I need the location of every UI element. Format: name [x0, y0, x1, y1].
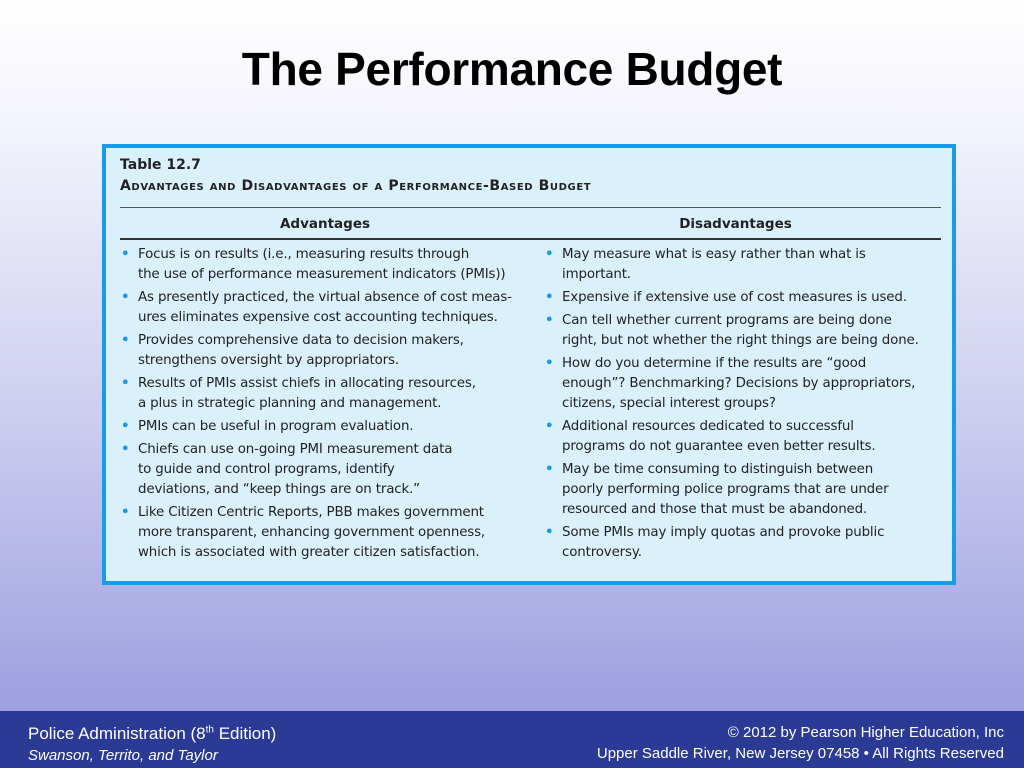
book-title: [28, 724, 276, 744]
advantage-text: Like Citizen Centric Reports, PBB makes government more transparent, enhancing government openness, which is associated with greater citizen satisfaction.: [138, 505, 486, 560]
bullet-icon: •: [545, 247, 554, 262]
bullet-icon: •: [121, 505, 130, 520]
book-title-text: Police Administration (8: [28, 724, 206, 743]
disadvantage-item: [544, 288, 944, 308]
table-top-rule: [120, 207, 941, 208]
disadvantage-item: [544, 417, 944, 457]
advantage-text: Focus is on results (i.e., measuring results through the use of performance measurement indicators (PMIs)): [138, 247, 506, 282]
book-title-suffix: Edition): [213, 724, 277, 743]
book-authors: Swanson, Territo, and Taylor: [28, 747, 218, 764]
bullet-icon: •: [545, 290, 554, 305]
bullet-icon: •: [545, 419, 554, 434]
bullet-icon: •: [545, 356, 554, 371]
advantage-item: [120, 245, 532, 285]
disadvantage-text: Can tell whether current programs are being done right, but not whether the right things are being done.: [562, 313, 919, 348]
disadvantage-text: May be time consuming to distinguish between poorly performing police programs that are under resourced and those that must be abandoned.: [562, 462, 889, 517]
advantages-header: Advantages: [279, 216, 371, 232]
copyright-notice: © 2012 by Pearson Higher Education, Inc: [727, 724, 1004, 741]
disadvantage-item: [544, 354, 944, 414]
disadvantage-item: [544, 245, 944, 285]
disadvantage-item: [544, 311, 944, 351]
disadvantage-item: [544, 523, 944, 563]
advantage-text: Chiefs can use on-going PMI measurement data to guide and control programs, identify deviations, and “keep things are on track.”: [138, 442, 453, 497]
advantage-item: [120, 440, 532, 500]
table-number: Table 12.7: [120, 157, 201, 173]
bullet-icon: •: [121, 333, 130, 348]
disadvantages-header: Disadvantages: [679, 216, 792, 232]
disadvantage-text: Additional resources dedicated to successful programs do not guarantee even better results.: [562, 419, 876, 454]
disadvantage-text: How do you determine if the results are “good enough”? Benchmarking? Decisions by appropriators, citizens, special interest groups?: [562, 356, 916, 411]
footer-bar: [0, 711, 1024, 768]
advantage-text: As presently practiced, the virtual absence of cost meas- ures eliminates expensive cost accounting techniques.: [138, 290, 512, 325]
advantage-item: [120, 417, 532, 437]
bullet-icon: •: [121, 290, 130, 305]
advantage-text: PMIs can be useful in program evaluation.: [138, 419, 414, 434]
advantage-text: Provides comprehensive data to decision makers, strengthens oversight by appropriators.: [138, 333, 464, 368]
table-header-rule: [120, 238, 941, 240]
bullet-icon: •: [545, 313, 554, 328]
bullet-icon: •: [545, 462, 554, 477]
bullet-icon: •: [121, 247, 130, 262]
bullet-icon: •: [121, 419, 130, 434]
bullet-icon: •: [121, 442, 130, 457]
disadvantage-text: Expensive if extensive use of cost measures is used.: [562, 290, 907, 305]
advantage-text: Results of PMIs assist chiefs in allocating resources, a plus in strategic planning and management.: [138, 376, 476, 411]
advantages-list: [120, 245, 532, 566]
disadvantages-list: [544, 245, 944, 566]
bullet-icon: •: [121, 376, 130, 391]
rights-notice: Upper Saddle River, New Jersey 07458 • All Rights Reserved: [596, 745, 1004, 762]
edition-superscript: th: [205, 724, 214, 736]
slide-title: The Performance Budget: [241, 43, 783, 95]
disadvantage-text: May measure what is easy rather than what is important.: [562, 247, 866, 282]
table-caption: Advantages and Disadvantages of a Performance-Based Budget: [120, 178, 592, 194]
advantage-item: [120, 331, 532, 371]
disadvantage-item: [544, 460, 944, 520]
table-panel: [102, 144, 956, 585]
bullet-icon: •: [545, 525, 554, 540]
advantage-item: [120, 374, 532, 414]
advantage-item: [120, 503, 532, 563]
advantage-item: [120, 288, 532, 328]
disadvantage-text: Some PMIs may imply quotas and provoke public controversy.: [562, 525, 885, 560]
